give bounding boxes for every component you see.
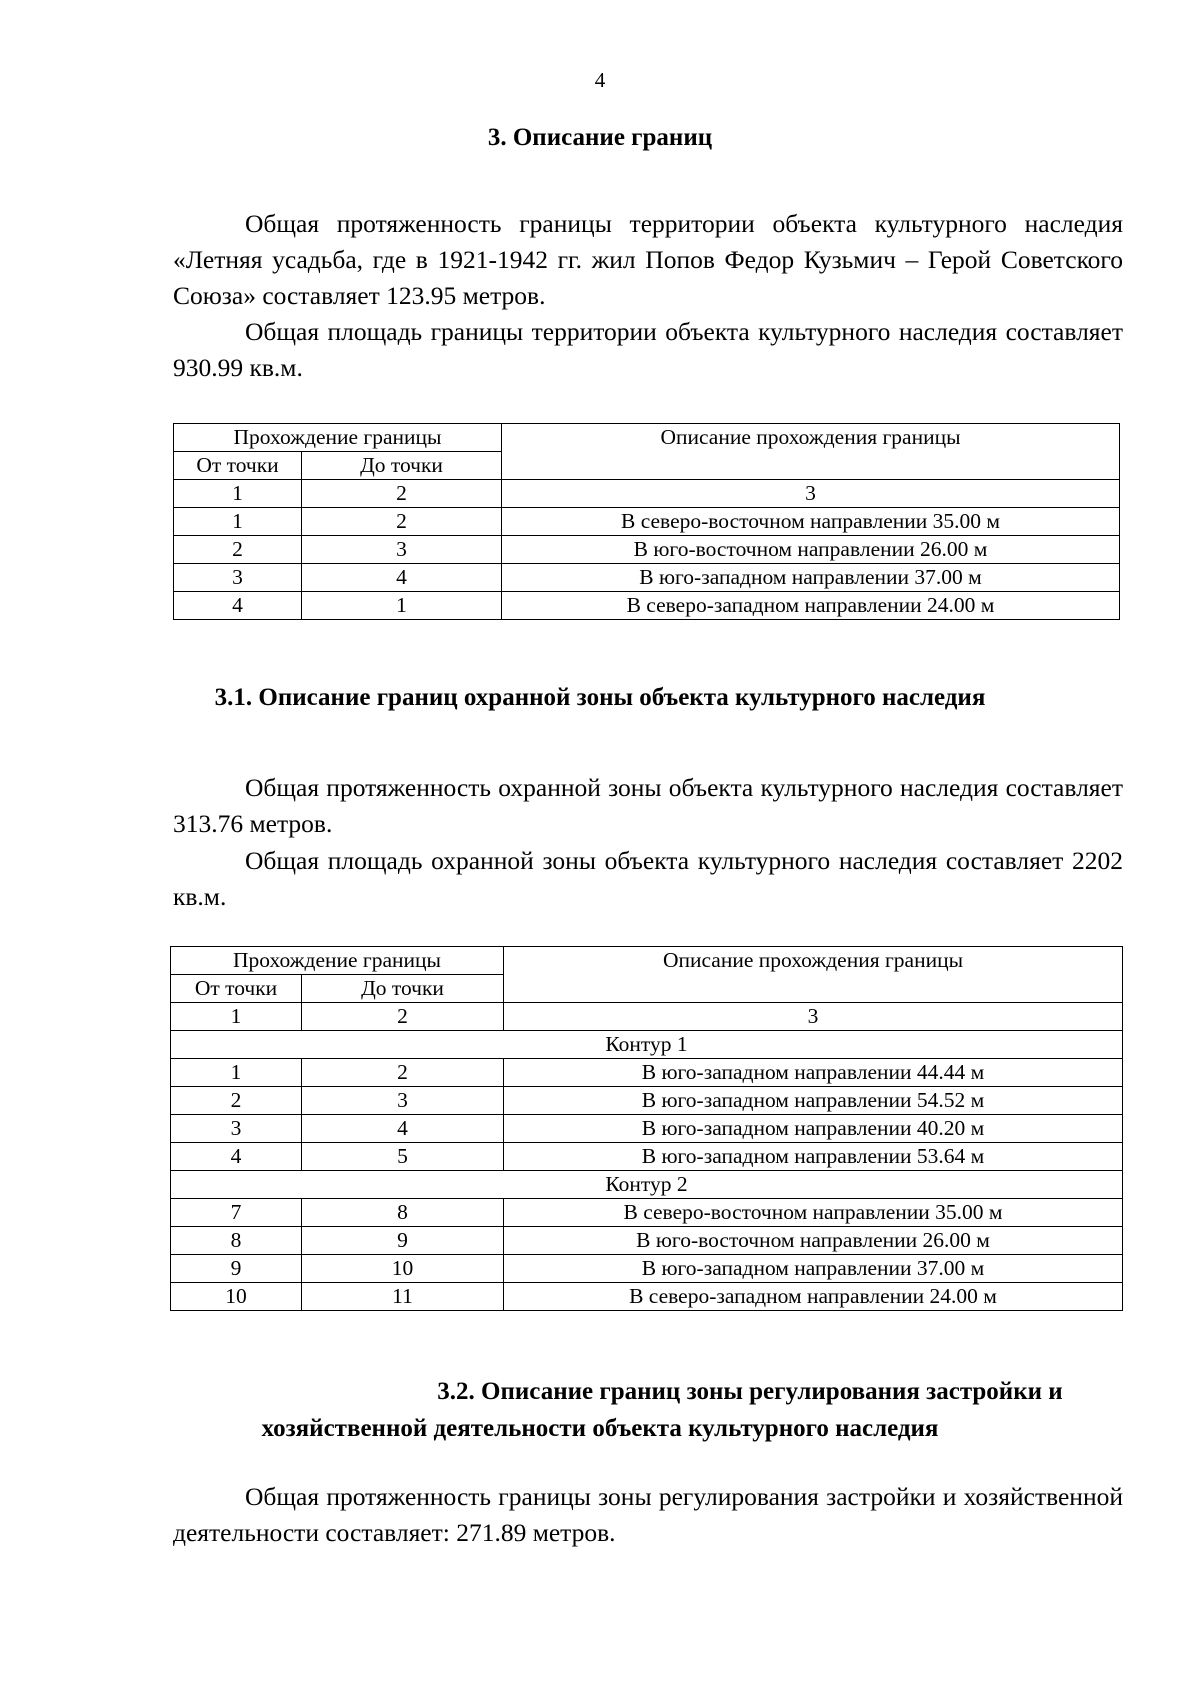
table-cell: В юго-западном направлении 37.00 м <box>502 564 1120 592</box>
table-cell: 3 <box>171 1115 302 1143</box>
table-cell: 5 <box>302 1143 504 1171</box>
table-cell: В юго-восточном направлении 26.00 м <box>502 536 1120 564</box>
section-3-2-title-line-1: 3.2. Описание границ зоны регулирования застройки и <box>437 1378 1063 1405</box>
table-cell: В юго-западном направлении 44.44 м <box>504 1059 1123 1087</box>
section-3-2-title-line-2: хозяйственной деятельности объекта культурного наследия <box>261 1415 939 1442</box>
table-cell: 10 <box>171 1283 302 1311</box>
header-description: Описание прохождения границы <box>502 424 1120 480</box>
header-from-point: От точки <box>171 975 302 1003</box>
table-row <box>171 1087 1123 1115</box>
section-3-paragraph-length: Общая протяженность границы территории объекта культурного наследия «Летняя усадьба, где в 1921-1942 гг. жил Попов Федор Кузьмич – Герой Советского Союза» составляет 123.95 метров. <box>173 209 1123 310</box>
table-cell: 7 <box>171 1199 302 1227</box>
table-row <box>174 564 1120 592</box>
table-cell: 4 <box>174 592 302 620</box>
table-cell: В юго-западном направлении 40.20 м <box>504 1115 1123 1143</box>
table-row <box>174 592 1120 620</box>
section-3-1-paragraph-length: Общая протяженность охранной зоны объекта культурного наследия составляет 313.76 метров. <box>173 773 1123 838</box>
table-cell: В северо-восточном направлении 35.00 м <box>504 1199 1123 1227</box>
header-description: Описание прохождения границы <box>504 947 1123 1003</box>
contour-row <box>171 1171 1123 1199</box>
contour-label: Контур 1 <box>171 1031 1123 1059</box>
table-row <box>171 1143 1123 1171</box>
table-cell: В юго-восточном направлении 26.00 м <box>504 1227 1123 1255</box>
table-cell: 2 <box>302 508 502 536</box>
table-cell: 9 <box>171 1255 302 1283</box>
table-numbering-row <box>174 480 1120 508</box>
table-cell: 3 <box>504 1003 1123 1031</box>
table-cell: 4 <box>171 1143 302 1171</box>
table-cell: 2 <box>302 1003 504 1031</box>
table-cell: В юго-западном направлении 53.64 м <box>504 1143 1123 1171</box>
protection-zone-table <box>170 946 1123 1311</box>
section-3-paragraph-area: Общая площадь границы территории объекта культурного наследия составляет 930.99 кв.м. <box>173 317 1123 382</box>
table-cell: 2 <box>302 480 502 508</box>
table-cell: 8 <box>302 1199 504 1227</box>
section-3-title: 3. Описание границ <box>487 124 713 151</box>
table-cell: 2 <box>302 1059 504 1087</box>
table-row <box>174 536 1120 564</box>
header-boundary-passage: Прохождение границы <box>174 424 502 452</box>
table-cell: 11 <box>302 1283 504 1311</box>
table-row <box>171 1059 1123 1087</box>
contour-label: Контур 2 <box>171 1171 1123 1199</box>
table-cell: 3 <box>302 536 502 564</box>
boundary-table <box>173 423 1120 620</box>
table-cell: 4 <box>302 1115 504 1143</box>
table-cell: В юго-западном направлении 54.52 м <box>504 1087 1123 1115</box>
section-3-1-paragraph-area: Общая площадь охранной зоны объекта культурного наследия составляет 2202 кв.м. <box>173 846 1123 911</box>
table-cell: В северо-западном направлении 24.00 м <box>504 1283 1123 1311</box>
table-cell: 1 <box>174 508 302 536</box>
table-row <box>171 1255 1123 1283</box>
header-to-point: До точки <box>302 975 504 1003</box>
table-cell: 1 <box>302 592 502 620</box>
table-cell: 4 <box>302 564 502 592</box>
table-cell: 2 <box>171 1087 302 1115</box>
table-cell: В северо-западном направлении 24.00 м <box>502 592 1120 620</box>
table-cell: 1 <box>171 1059 302 1087</box>
table-row <box>171 1199 1123 1227</box>
table-row <box>171 1115 1123 1143</box>
contour-row <box>171 1031 1123 1059</box>
section-3-2-paragraph-length: Общая протяженность границы зоны регулирования застройки и хозяйственной деятельности составляет: 271.89 метров. <box>173 1482 1123 1547</box>
header-to-point: До точки <box>302 452 502 480</box>
table-cell: 3 <box>302 1087 504 1115</box>
table-cell: 2 <box>174 536 302 564</box>
header-boundary-passage: Прохождение границы <box>171 947 504 975</box>
table-cell: 1 <box>171 1003 302 1031</box>
table-cell: В северо-восточном направлении 35.00 м <box>502 508 1120 536</box>
table-row <box>174 508 1120 536</box>
table-header-row <box>174 424 1120 452</box>
table-cell: 9 <box>302 1227 504 1255</box>
table-row <box>171 1227 1123 1255</box>
table-numbering-row <box>171 1003 1123 1031</box>
table-cell: 10 <box>302 1255 504 1283</box>
table-row <box>171 1283 1123 1311</box>
table-cell: В юго-западном направлении 37.00 м <box>504 1255 1123 1283</box>
section-3-1-title: 3.1. Описание границ охранной зоны объекта культурного наследия <box>214 684 986 711</box>
header-from-point: От точки <box>174 452 302 480</box>
table-cell: 3 <box>502 480 1120 508</box>
table-header-row <box>171 947 1123 975</box>
page-number: 4 <box>594 68 606 92</box>
table-cell: 1 <box>174 480 302 508</box>
table-cell: 8 <box>171 1227 302 1255</box>
table-cell: 3 <box>174 564 302 592</box>
